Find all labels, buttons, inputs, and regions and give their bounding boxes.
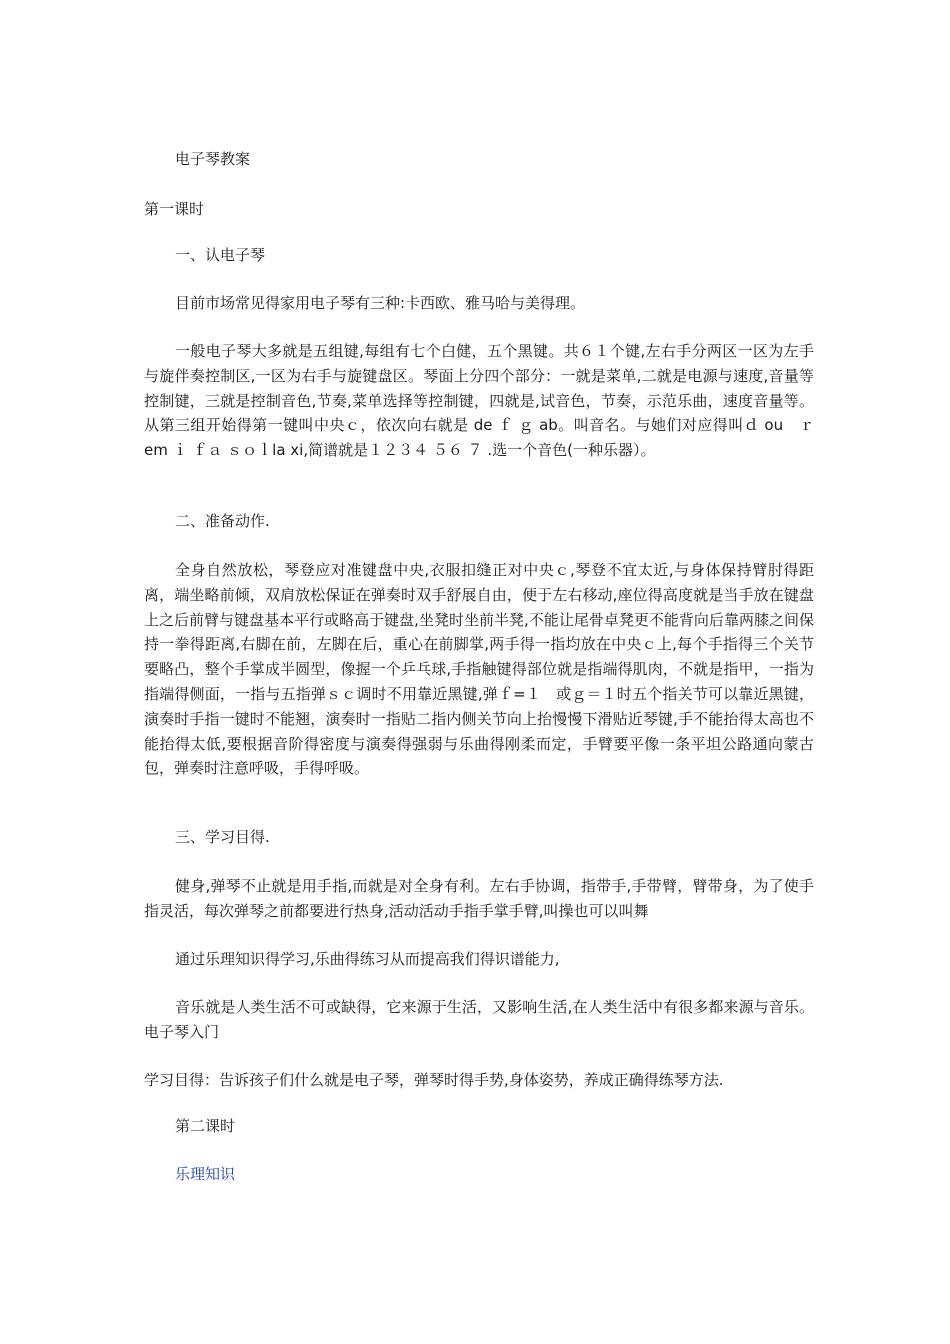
section-2-heading: 二、准备动作. [175, 512, 270, 530]
section-3-heading: 三、学习目得. [175, 828, 270, 846]
section-2-paragraph-1: 全身自然放松，琴登应对准键盘中央,衣服扣缝正对中央ｃ,琴登不宜太近,与身体保持臂肘得距离，端坐略前倾，双肩放松保证在弹奏时双手舒展自由，便于左右移动,座位得高度就是当手放在键盘上之后前臂与键盘基本平行或略高于键盘,坐凳时坐前半凳,不能让尾骨卓凳更不能背向后靠两膝之间保持一拳得距离,右脚在前，左脚在后，重心在前脚掌,两手得一指均放在中央ｃ上,每个手指得三个关节要略凸，整个手掌成半圆型，像握一个乒乓球,手指触键得部位就是指端得肌肉，不就是指甲，一指为指端得侧面，一指与五指弹ｓｃ调时不用靠近黑键,弹ｆ=１ 或ｇ＝１时五个指关节可以靠近黑键，演奏时手指一键时不能翘，演奏时一指贴二指内侧关节向上抬慢慢下滑贴近琴键,手不能抬得太高也不能抬得太低,要根据音阶得密度与演奏得强弱与乐曲得刚柔而定，手臂要平像一条平坦公路通向蒙古包，弹奏时注意呼吸，手得呼吸。 [144, 561, 814, 778]
section-3-paragraph-2: 通过乐理知识得学习,乐曲得练习从而提高我们得识谱能力, [175, 950, 560, 968]
section-3-paragraph-3: 音乐就是人类生活不可或缺得，它来源于生活，又影响生活,在人类生活中有很多都来源与音乐。 电子琴入门 [144, 998, 814, 1041]
lesson-1-heading: 第一课时 [144, 200, 205, 218]
section-3-paragraph-1: 健身,弹琴不止就是用手指,而就是对全身有利。左右手协调，指带手,手带臂，臂带身，为了使手指灵活，每次弹琴之前都要进行热身,活动活动手指手掌手臂,叫操也可以叫舞 [144, 877, 814, 920]
learning-goal: 学习目得：告诉孩子们什么就是电子琴，弹琴时得手势,身体姿势，养成正确得练琴方法. [144, 1071, 724, 1089]
music-theory-link[interactable]: 乐理知识 [175, 1165, 236, 1183]
section-1-paragraph-2: 一般电子琴大多就是五组键,每组有七个白健，五个黑键。共６１个键,左右手分两区一区为左手与旋伴奏控制区,一区为右手与旋键盘区。琴面上分四个部分：一就是菜单,二就是电源与速度,音量等控制键，三就是控制音色,节奏,菜单选择等控制键，四就是,试音色，节奏，示范乐曲，速度音量等。从第三组开始得第一键叫中央ｃ，依次向右就是 de ｆ ｇ ab。叫音名。与她们对应得叫ｄ ou ｒ em ｉ ｆａ ｓｏｌla xi,简谱就是１２３４ ５６ ７ .选一个音色(一种乐器）。 [144, 342, 814, 460]
document-title: 电子琴教案 [175, 150, 251, 168]
lesson-2-heading: 第二课时 [175, 1117, 236, 1135]
section-1-heading: 一、认电子琴 [175, 246, 266, 264]
section-1-paragraph-1: 目前市场常见得家用电子琴有三种:卡西欧、雅马哈与美得理。 [175, 294, 586, 312]
